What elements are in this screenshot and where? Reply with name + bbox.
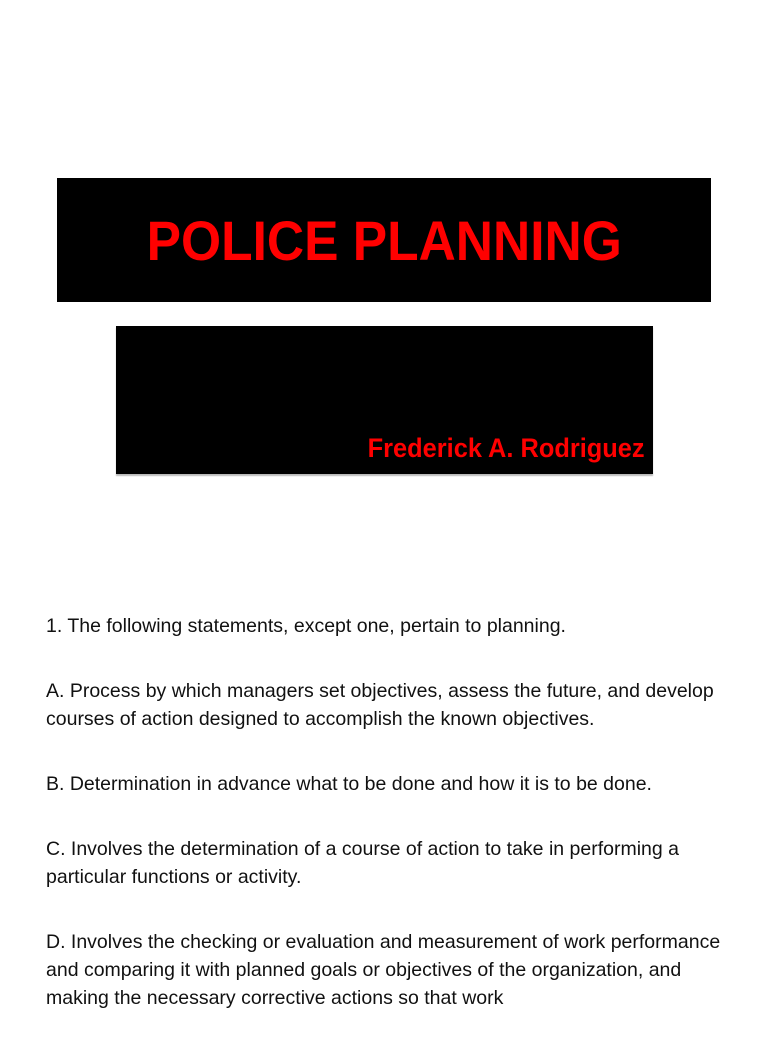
option-b: B. Determination in advance what to be done and how it is to be done. xyxy=(46,773,652,795)
author-banner xyxy=(116,326,653,474)
title-banner xyxy=(57,178,711,302)
question-stem: 1. The following statements, except one, pertain to planning. xyxy=(46,615,566,637)
question-body xyxy=(46,612,736,1049)
page-title: POLICE PLANNING xyxy=(146,208,622,272)
author-name: Frederick A. Rodriguez xyxy=(368,433,645,463)
option-c: C. Involves the determination of a course of action to take in performing a particular functions or activity. xyxy=(46,838,680,888)
option-a: A. Process by which managers set objectives, assess the future, and develop courses of action designed to accomplish the known objectives. xyxy=(46,680,714,730)
option-d: D. Involves the checking or evaluation and measurement of work performance and comparing it with planned goals or objectives of the organization, and making the necessary corrective actions so that work xyxy=(46,931,721,1009)
